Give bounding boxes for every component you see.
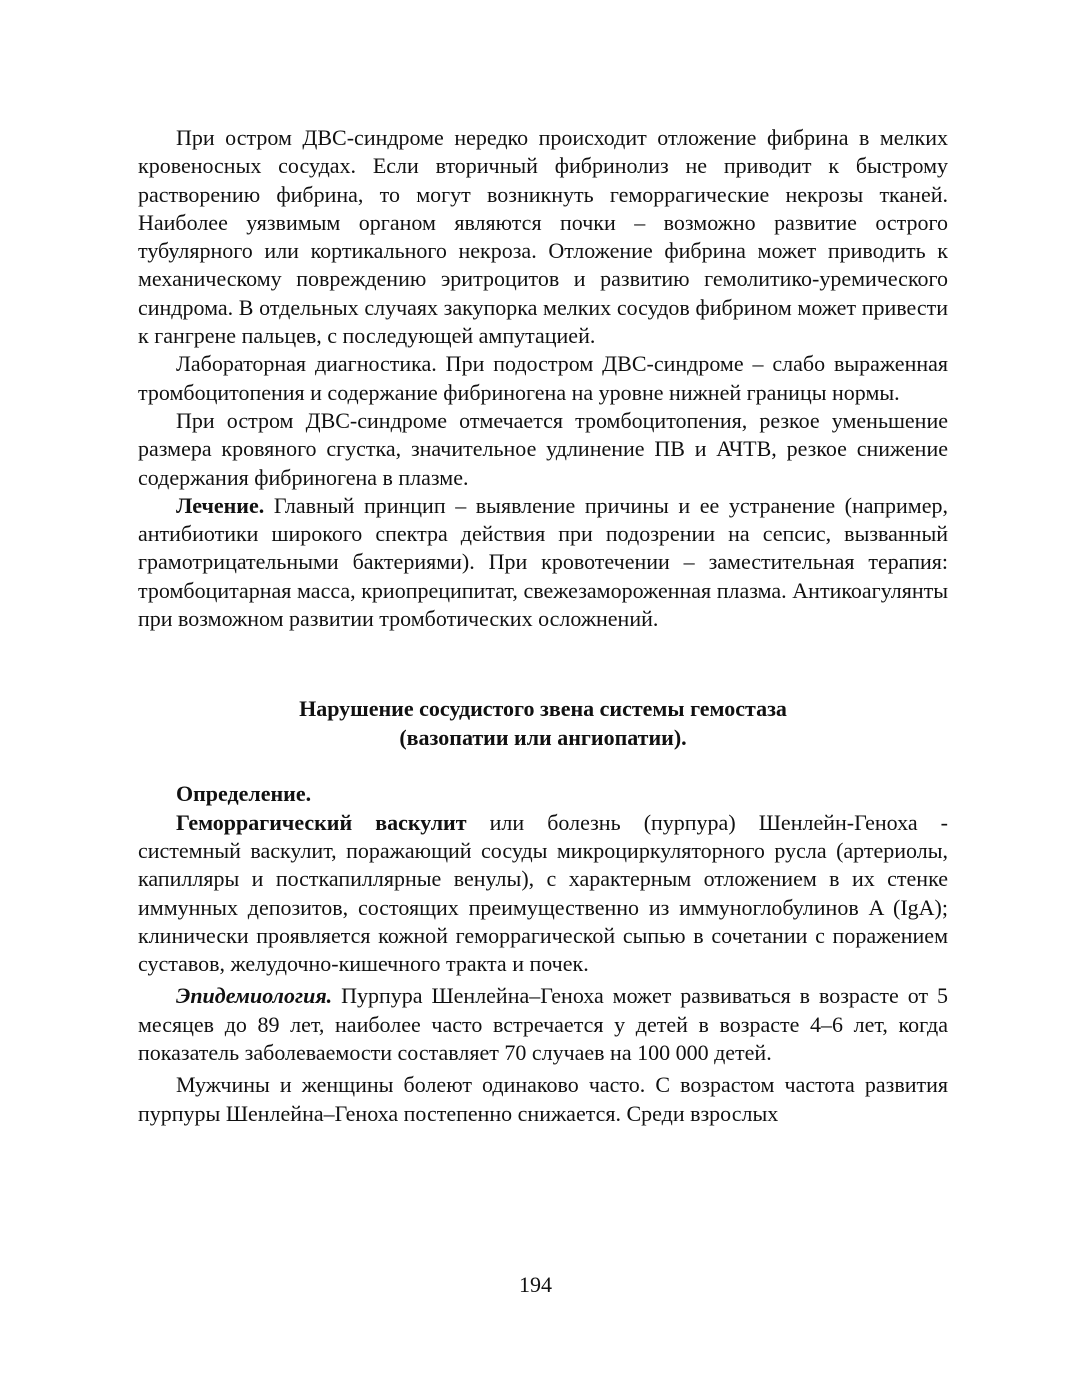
spacer <box>138 752 948 780</box>
epidemiology-text: Пурпура Шенлейна–Геноха может развиваться в возрасте от 5 месяцев до 89 лет, наиболее часто встречается у детей в возрасте 4–6 лет, когда показатель заболеваемости составляет 70 случаев на 100 000 детей. <box>138 983 948 1066</box>
epidemiology-label: Эпидемиология. <box>176 983 333 1009</box>
paragraph-dic-deposition: При остром ДВС-синдроме нередко происходит отложение фибрина в мелких кровеносных сосудах. Если вторичный фибринолиз не приводит к быстрому растворению фибрина, то могут возникнуть геморрагические некрозы тканей. Наиболее уязвимым органом являются почки – возможно развитие острого тубулярного или кортикального некроза. Отложение фибрина может приводить к механическому повреждению эритроцитов и развитию гемолитико-уремического синдрома. В отдельных случаях закупорка мелких сосудов фибрином может привести к гангрене пальцев, с последующей ампутацией. <box>138 125 948 349</box>
paragraph-lab-diagnostics: Лабораторная диагностика. При подостром ДВС-синдроме – слабо выраженная тромбоцитопения и содержание фибриногена на уровне нижней границы нормы. <box>138 351 948 405</box>
spacer <box>138 633 948 695</box>
treatment-text: Главный принцип – выявление причины и ее устранение (например, антибиотики широкого спектра действия при подозрении на сепсис, вызванный грамотрицательными бактериями). При кровотечении – заместительная терапия: тромбоцитарная масса, криопреципитат, свежезамороженная плазма. Антикоагулянты при возможном развитии тромботических осложнений. <box>138 492 948 632</box>
paragraph-epidemiology <box>138 982 948 1067</box>
paragraph-incidence: Мужчины и женщины болеют одинаково часто. С возрастом частота развития пурпуры Шенлейна–Геноха постепенно снижается. Среди взрослых <box>138 1072 948 1126</box>
section-title-line-2: (вазопатии или ангиопатии). <box>399 724 687 750</box>
treatment-label: Лечение. <box>176 492 265 518</box>
document-page <box>138 124 948 1128</box>
section-title-line-1: Нарушение сосудистого звена системы гемостаза <box>299 696 787 722</box>
paragraph-definition <box>138 809 948 979</box>
definition-text: или болезнь (пурпура) Шенлейн-Геноха - системный васкулит, поражающий сосуды микроциркуляторного русла (артериолы, капилляры и посткапиллярные венулы), с характерным отложением в их стенке иммунных депозитов, состоящих преимущественно из иммуноглобулинов A (IgA); клинически проявляется кожной геморрагической сыпью в сочетании с поражением суставов, желудочно-кишечного тракта и почек. <box>138 809 948 977</box>
page-number: 194 <box>519 1272 552 1297</box>
paragraph-acute-dic: При остром ДВС-синдроме отмечается тромбоцитопения, резкое уменьшение размера кровяного сгустка, значительное удлинение ПВ и АЧТВ, резкое снижение содержания фибриногена в плазме. <box>138 407 948 490</box>
definition-label: Определение. <box>176 781 312 807</box>
paragraph-treatment <box>138 492 948 633</box>
definition-term: Геморрагический васкулит <box>176 809 467 835</box>
